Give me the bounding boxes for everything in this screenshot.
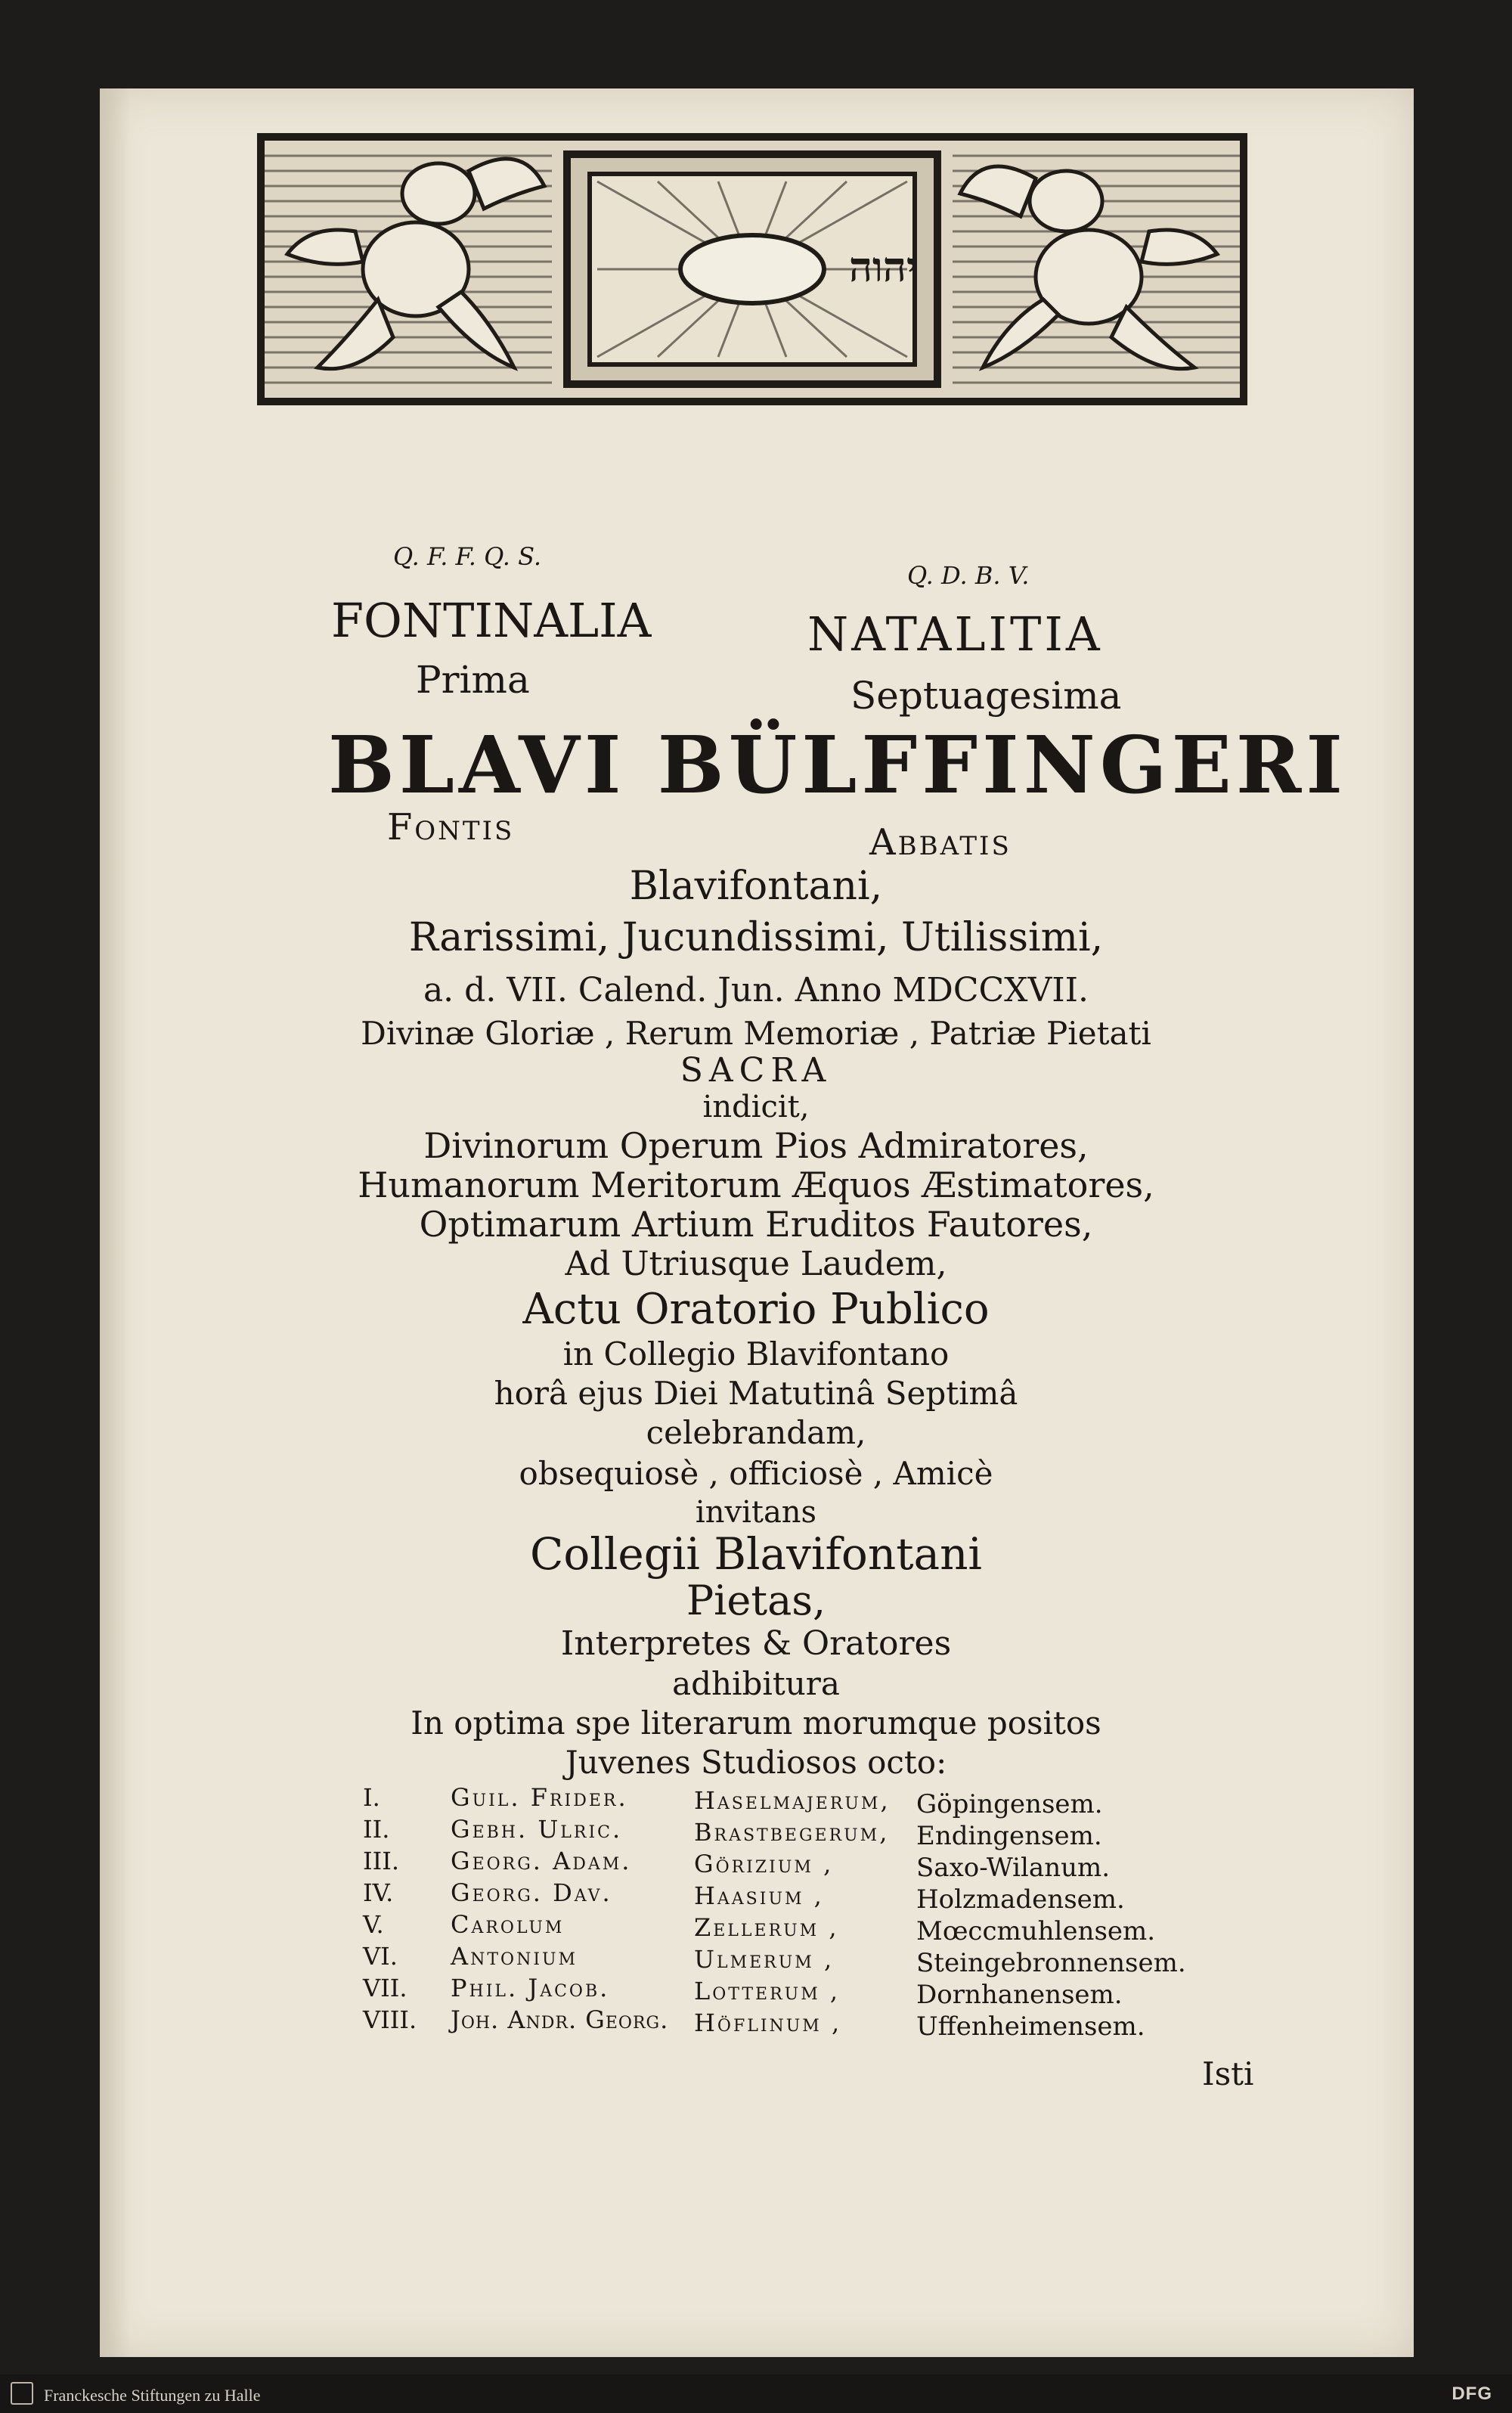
- student-surname: Brastbegerum,: [694, 1818, 890, 1847]
- right-noun: Abbatis: [869, 821, 1012, 864]
- institution-name: Franckesche Stiftungen zu Halle: [44, 2386, 261, 2405]
- student-number: IV.: [363, 1878, 394, 1907]
- left-ordinal: Prima: [416, 658, 530, 702]
- student-surname: Lotterum ,: [694, 1977, 841, 2005]
- body-line: adhibitura: [672, 1665, 840, 1702]
- tetragrammaton-text: יהוה: [848, 243, 918, 291]
- student-number: III.: [363, 1847, 400, 1875]
- student-surname: Höflinum ,: [694, 2008, 842, 2037]
- institution-logo-icon: [11, 2382, 33, 2405]
- body-line: invitans: [695, 1495, 817, 1530]
- body-line: SACRA: [680, 1051, 832, 1090]
- student-surname: Ulmerum ,: [694, 1945, 835, 1974]
- body-line: Optimarum Artium Eruditos Fautores,: [419, 1204, 1093, 1245]
- student-origin: Dornhanensem.: [916, 1980, 1123, 2010]
- body-line: Rarissimi, Jucundissimi, Utilissimi,: [408, 915, 1104, 960]
- woodcut-header-ornament: [257, 133, 1247, 405]
- student-origin: Mœccmuhlensem.: [916, 1916, 1156, 1946]
- student-origin: Saxo-Wilanum.: [916, 1853, 1111, 1883]
- student-origin: Holzmadensem.: [916, 1884, 1125, 1915]
- student-origin: Uffenheimensem.: [916, 2011, 1145, 2042]
- body-line: Humanorum Meritorum Æquos Æstimatores,: [358, 1165, 1154, 1205]
- student-first-name: Georg. Dav.: [451, 1878, 612, 1907]
- student-first-name: Antonium: [451, 1942, 578, 1971]
- body-line: Actu Oratorio Publico: [522, 1285, 990, 1334]
- catchword: Isti: [1202, 2055, 1254, 2092]
- viewer-footer: [0, 2374, 1512, 2413]
- student-number: V.: [363, 1910, 384, 1939]
- body-line: In optima spe literarum morumque positos: [411, 1704, 1101, 1742]
- body-line: a. d. VII. Calend. Jun. Anno MDCCXVII.: [423, 971, 1089, 1010]
- student-surname: Haasium ,: [694, 1881, 824, 1910]
- funder-logo: DFG: [1452, 2384, 1492, 2404]
- body-line: in Collegio Blavifontano: [562, 1335, 950, 1372]
- student-first-name: Carolum: [451, 1910, 565, 1939]
- right-invocation: Q. D. B. V.: [907, 561, 1030, 590]
- body-line: indicit,: [702, 1090, 810, 1124]
- left-noun: Fontis: [387, 806, 515, 848]
- student-surname: Zellerum ,: [694, 1913, 839, 1942]
- student-first-name: Gebh. Ulric.: [451, 1815, 623, 1844]
- right-title: NATALITIA: [807, 606, 1103, 662]
- student-surname: Haselmajerum,: [694, 1786, 891, 1815]
- student-number: II.: [363, 1815, 390, 1844]
- student-surname: Görizium ,: [694, 1850, 834, 1878]
- body-line: Pietas,: [686, 1577, 826, 1624]
- student-first-name: Joh. Andr. Georg.: [451, 2005, 669, 2034]
- main-title: BLAVI BÜLFFINGERI: [328, 718, 1347, 811]
- body-line: Collegii Blavifontani: [530, 1528, 982, 1580]
- student-origin: Endingensem.: [916, 1821, 1102, 1851]
- body-line: Ad Utriusque Laudem,: [565, 1245, 947, 1283]
- student-first-name: Phil. Jacob.: [451, 1974, 610, 2002]
- student-number: VI.: [363, 1942, 398, 1971]
- right-ordinal: Septuagesima: [850, 674, 1122, 718]
- student-number: VII.: [363, 1974, 407, 2002]
- body-line: Juvenes Studiosos octo:: [565, 1744, 947, 1781]
- left-title: FONTINALIA: [331, 593, 652, 648]
- body-line: horâ ejus Diei Matutinâ Septimâ: [494, 1375, 1018, 1412]
- body-line: Divinæ Gloriæ , Rerum Memoriæ , Patriæ Pietati: [361, 1015, 1151, 1052]
- body-line: Divinorum Operum Pios Admiratores,: [423, 1125, 1089, 1166]
- body-line: Blavifontani,: [629, 864, 883, 909]
- left-invocation: Q. F. F. Q. S.: [393, 542, 542, 571]
- student-number: VIII.: [363, 2005, 417, 2034]
- student-number: I.: [363, 1783, 380, 1812]
- student-first-name: Georg. Adam.: [451, 1847, 632, 1875]
- body-line: Interpretes & Oratores: [560, 1624, 952, 1663]
- body-line: obsequiosè , officiosè , Amicè: [519, 1455, 993, 1492]
- body-line: celebrandam,: [646, 1414, 866, 1451]
- student-origin: Steingebronnensem.: [916, 1948, 1186, 1978]
- student-first-name: Guil. Frider.: [451, 1783, 628, 1812]
- student-origin: Göpingensem.: [916, 1789, 1103, 1819]
